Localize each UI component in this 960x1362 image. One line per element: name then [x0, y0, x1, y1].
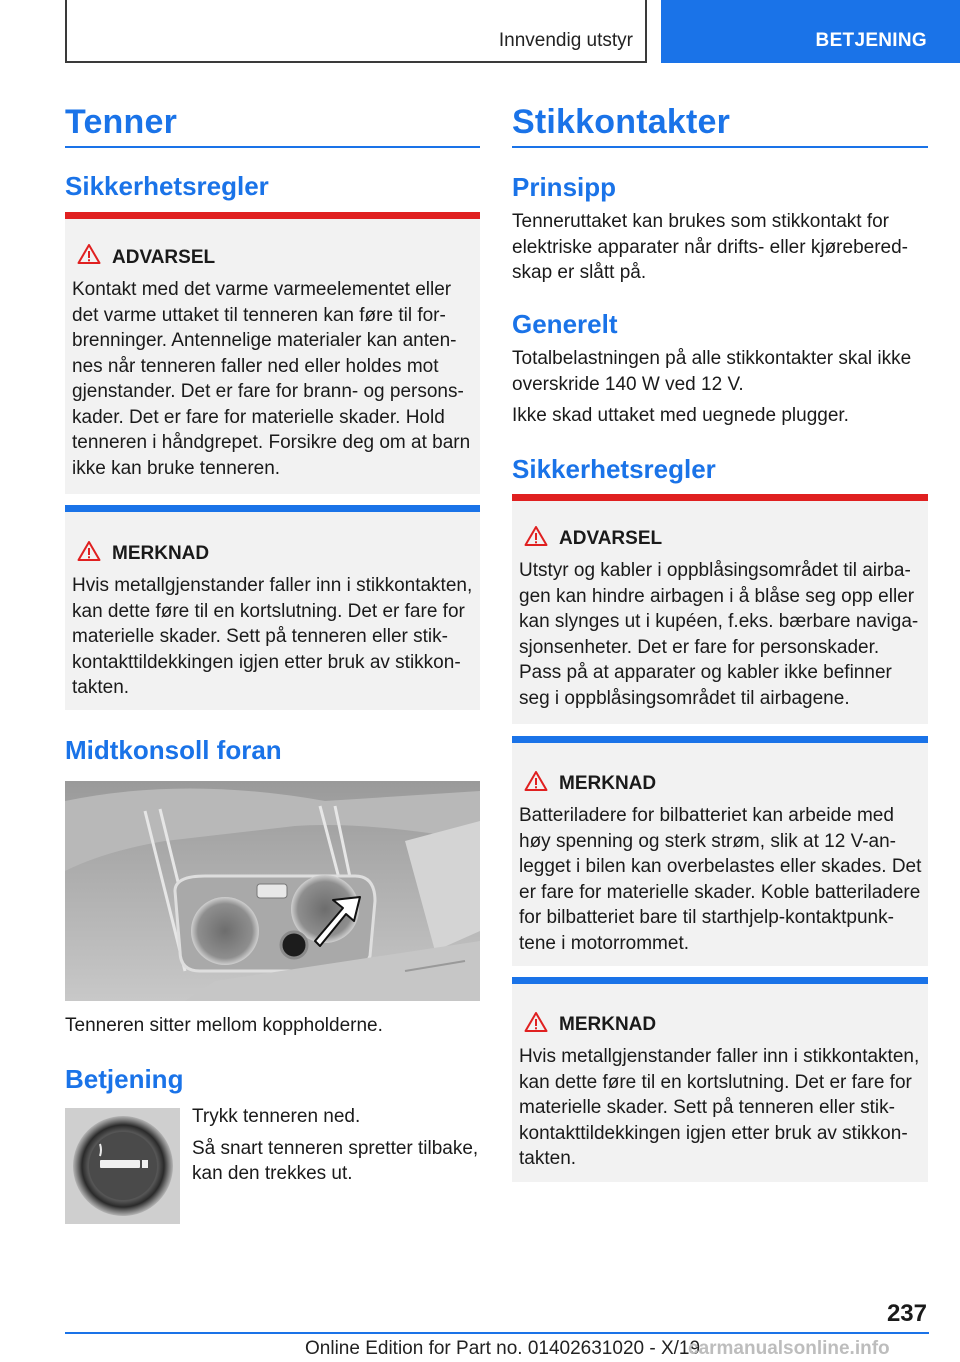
header-section-label: Innvendig utstyr: [498, 30, 633, 51]
text-line: tenneren i håndgrepet. Forsikre deg om at barn: [72, 432, 471, 453]
heading-general: Generelt: [512, 309, 618, 339]
operation-text: [192, 1104, 478, 1187]
warning-triangle-icon: [524, 1011, 548, 1033]
watermark: carmanualsonline.info: [688, 1338, 890, 1359]
warning-triangle-icon: [77, 243, 101, 265]
warning-triangle-icon: [77, 540, 101, 562]
text-line: kan dette føre til en kortslutning. Det er fare for: [519, 1071, 912, 1093]
notice-box-right-1: [512, 736, 928, 966]
text-line: Tenneruttaket kan brukes som stikkontakt for: [512, 211, 890, 232]
notice-text: [519, 1044, 922, 1172]
text-line: materielle skader. Sett på tenneren eller stik-: [519, 1097, 895, 1118]
text-line: Kontakt med det varme varmeelementet eller: [72, 279, 452, 300]
text-line: kan slynges ut i kupéen, f.eks. bærbare naviga-: [519, 611, 919, 632]
warning-triangle-icon: [524, 525, 548, 547]
text-line: nes når tenneren faller ned eller holdes mot: [72, 355, 439, 377]
text-line: Trykk tenneren ned.: [192, 1106, 361, 1127]
header-section-tab: [65, 0, 647, 63]
heading-operation: Betjening: [65, 1064, 184, 1094]
warning-box-right: [512, 494, 928, 724]
notice-label: MERKNAD: [112, 543, 210, 564]
photo-caption: Tenneren sitter mellom koppholderne.: [65, 1015, 383, 1036]
lighter-button-image: [65, 1108, 180, 1224]
heading-safety-right: Sikkerhetsregler: [512, 454, 716, 484]
warning-label: ADVARSEL: [559, 528, 663, 549]
text-line: kader. Det er fare for materielle skader. Hold: [72, 406, 445, 428]
notice-label: MERKNAD: [559, 773, 657, 794]
text-line: Batteriladere for bilbatteriet kan arbeide med: [519, 805, 894, 826]
heading-center-console: Midtkonsoll foran: [65, 735, 282, 765]
text-line: Så snart tenneren spretter tilbake,: [192, 1137, 479, 1159]
text-line: ikke kan bruke tenneren.: [72, 457, 281, 479]
text-line: skap er slått på.: [512, 262, 647, 283]
text-line: seg i oppblåsingsområdet til airbagene.: [519, 687, 850, 709]
notice-box-right-2: [512, 977, 928, 1182]
title-rule: [65, 146, 480, 148]
text-line: Hvis metallgjenstander faller inn i stikkontakten,: [72, 575, 473, 596]
edition-note: Online Edition for Part no. 01402631020 - X/19: [305, 1338, 701, 1359]
title-rule: [512, 146, 928, 148]
heading-safety-left: Sikkerhetsregler: [65, 171, 269, 201]
warning-text: [519, 558, 922, 711]
text-line: kan dette føre til en kortslutning. Det er fare for: [72, 600, 465, 622]
warning-text: [72, 277, 474, 481]
text-line: takten.: [519, 1148, 577, 1169]
text-line: høy spenning og sterk strøm, slik at 12 V-an-: [519, 830, 896, 852]
text-line: Utstyr og kabler i oppblåsingsområdet til airba-: [519, 560, 911, 581]
notice-box-left: [65, 505, 480, 710]
text-line: gjenstander. Det er fare for brann- og persons-: [72, 381, 464, 402]
text-line: tene i motorrommet.: [519, 932, 689, 954]
text-line: gen kan hindre airbagen i å blåse seg opp eller: [519, 585, 915, 607]
text-line: brenninger. Antennelige materialer kan anten-: [72, 330, 457, 351]
text-line: kan den trekkes ut.: [192, 1163, 353, 1184]
text-line: Ikke skad uttaket med uegnede plugger.: [512, 405, 849, 426]
text-line: elektriske apparater når drifts- eller kjørebered-: [512, 236, 908, 258]
center-console-photo: [65, 781, 480, 1001]
general-text: [512, 346, 911, 429]
notice-text: [72, 573, 474, 701]
text-line: Pass på at apparater og kabler ikke befinner: [519, 662, 892, 683]
heading-principle: Prinsipp: [512, 172, 617, 202]
principle-text: [512, 209, 908, 286]
warning-triangle-icon: [524, 770, 548, 792]
text-line: er fare for materielle skader. Koble batteriladere: [519, 881, 921, 903]
page-title-sockets: Stikkontakter: [512, 103, 731, 141]
text-line: det varme uttaket til tenneren kan føre til for-: [72, 304, 446, 326]
text-line: for bilbatteriet bare til starthjelp-kontaktpunk-: [519, 907, 894, 928]
text-line: Totalbelastningen på alle stikkontakter skal ikke: [512, 348, 912, 369]
warning-label: ADVARSEL: [112, 247, 216, 268]
header-chapter-tab: [661, 0, 960, 63]
warning-box-left: [65, 212, 480, 494]
text-line: kontakttildekkingen igjen etter bruk av stikkon-: [519, 1122, 908, 1144]
text-line: materielle skader. Sett på tenneren eller stik-: [72, 626, 448, 647]
text-line: legget i bilen kan overbelastes eller skades. Det: [519, 856, 922, 877]
text-line: sjonsenheter. Det er fare for personskader.: [519, 636, 880, 658]
text-line: takten.: [72, 677, 130, 698]
text-line: Hvis metallgjenstander faller inn i stikkontakten,: [519, 1046, 920, 1067]
page-title-lighter: Tenner: [65, 103, 178, 141]
page-number: 237: [886, 1300, 927, 1327]
header-chapter-label: BETJENING: [815, 30, 927, 51]
text-line: overskride 140 W ved 12 V.: [512, 373, 744, 395]
notice-label: MERKNAD: [559, 1014, 657, 1035]
text-line: kontakttildekkingen igjen etter bruk av stikkon-: [72, 651, 461, 673]
notice-text: [519, 803, 922, 956]
footer-rule: [65, 1332, 929, 1334]
